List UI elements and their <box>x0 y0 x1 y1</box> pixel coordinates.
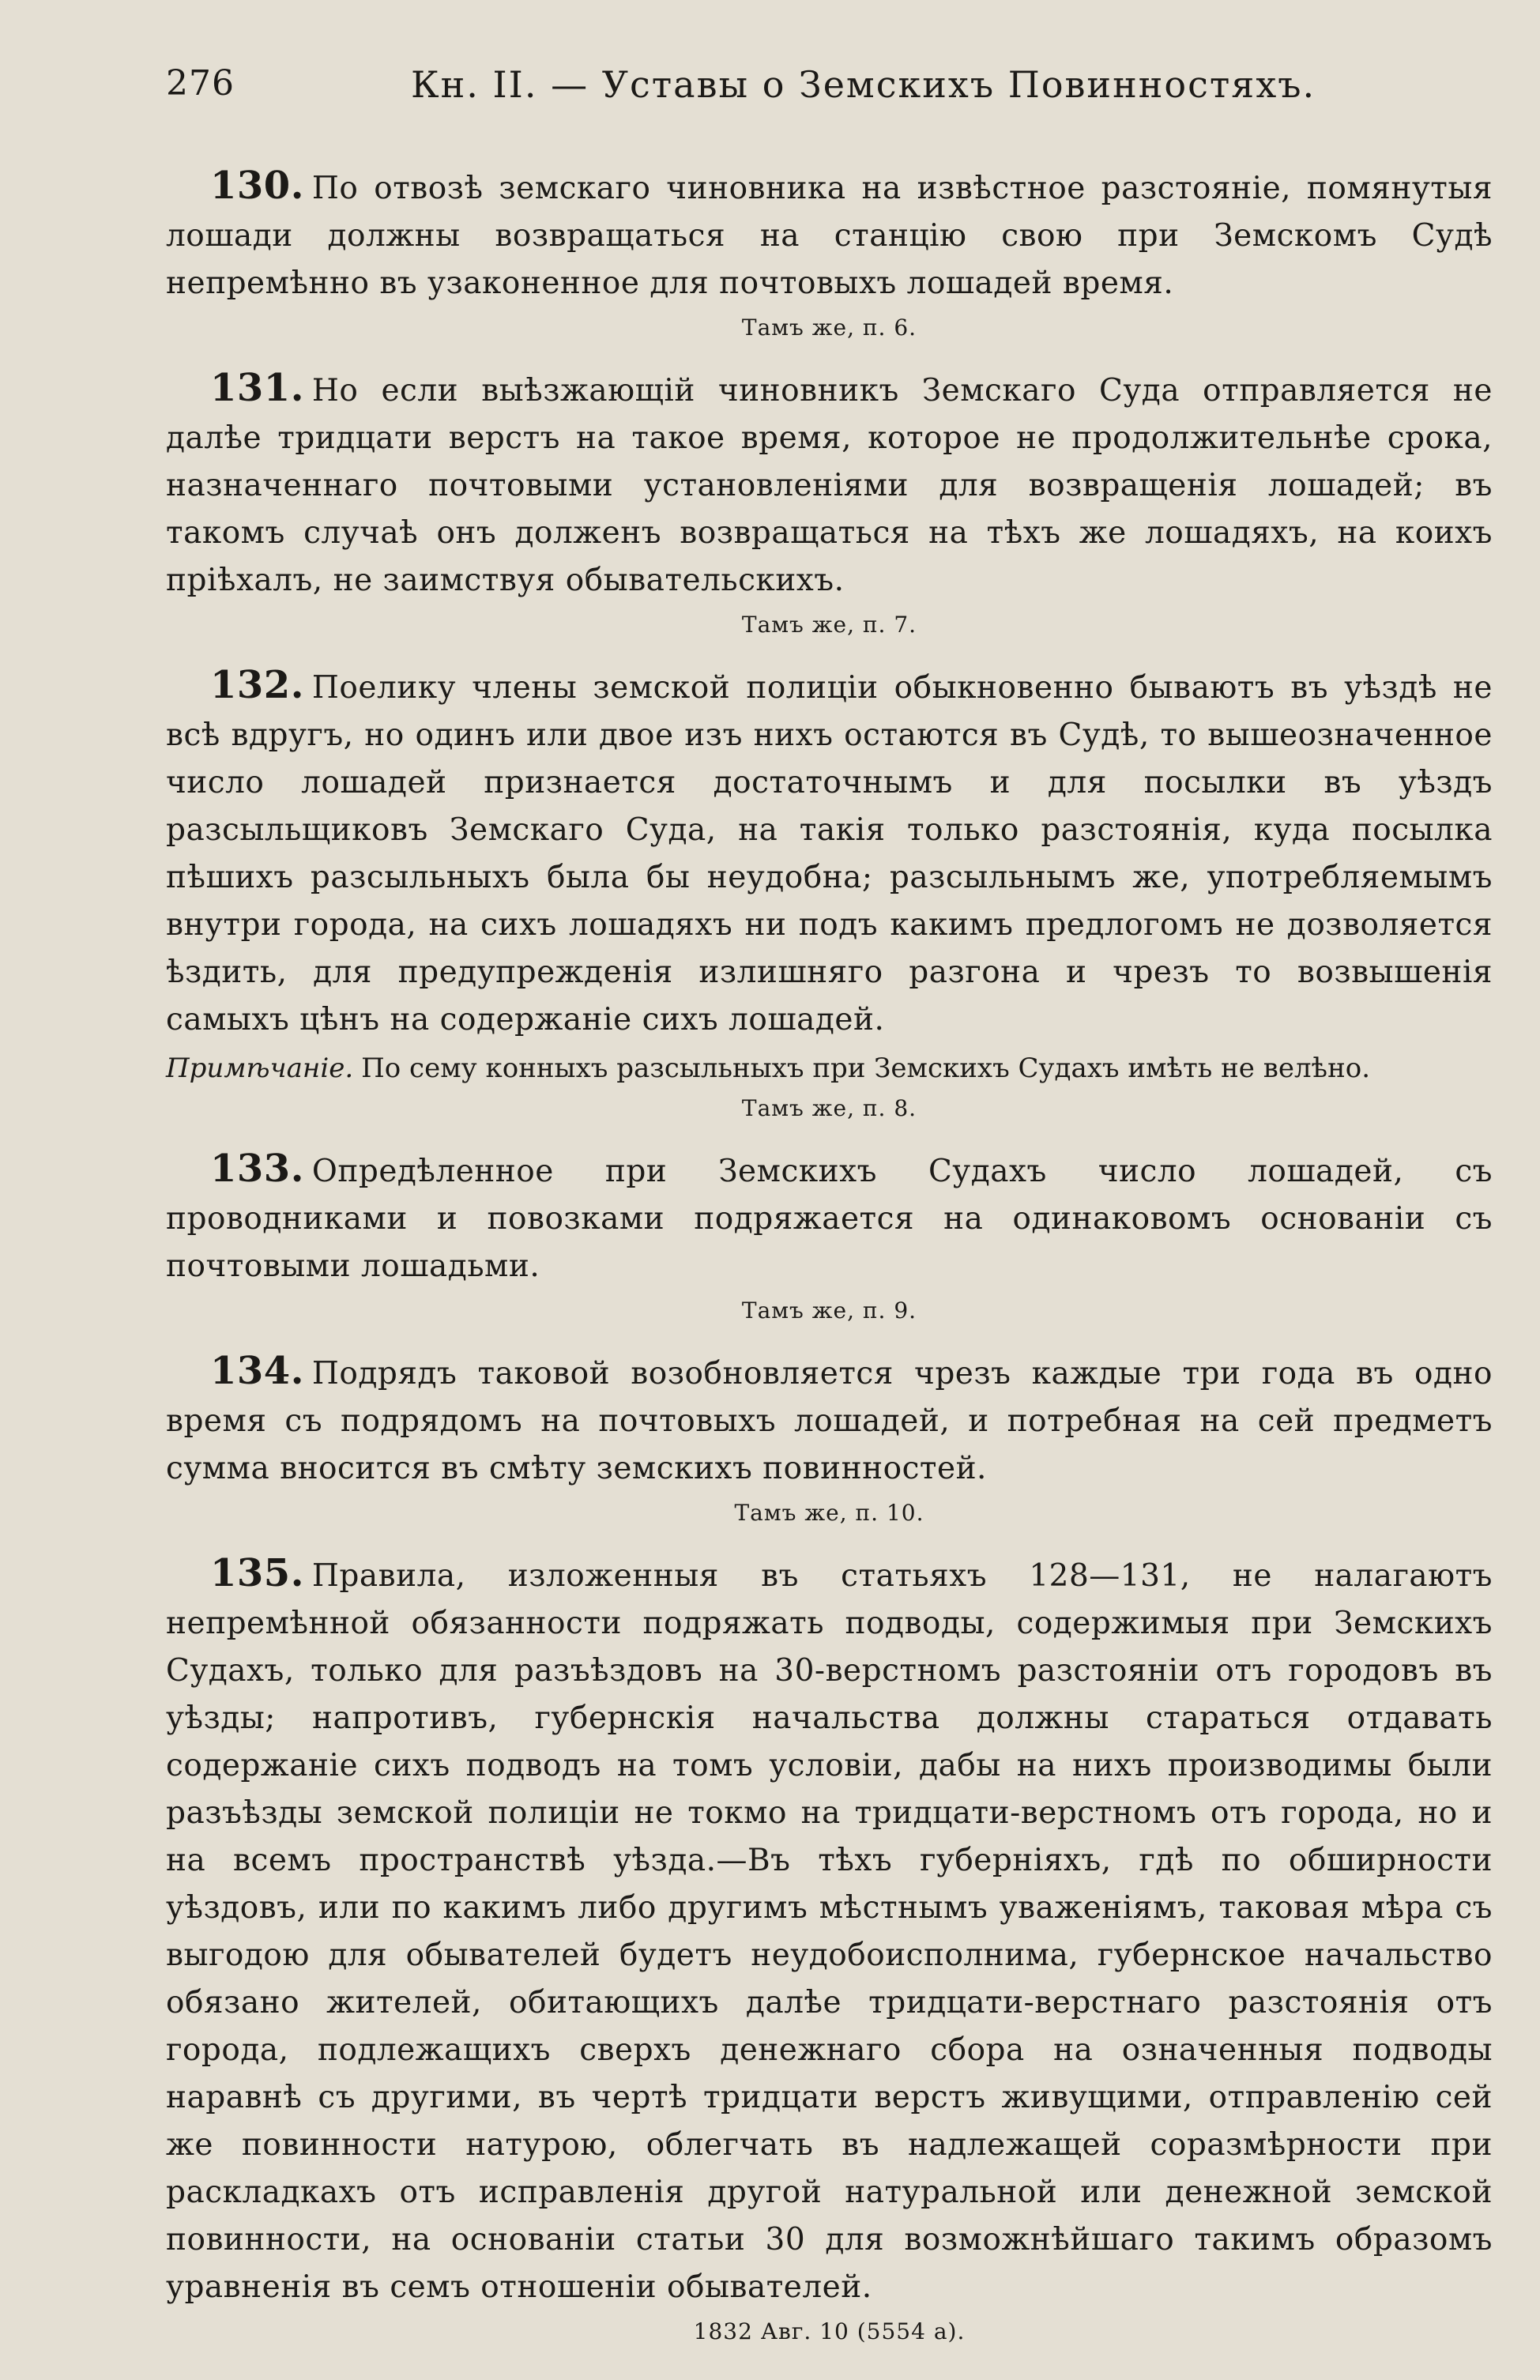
article-text: Подрядъ таковой возобновляется чрезъ каждые три года въ одно время съ подрядомъ на почтовыхъ лошадей, и потребная на сей предметъ сумма вносится въ смѣту земскихъ повинностей. <box>166 1356 1493 1486</box>
article-source: Тамъ же, п. 7. <box>741 612 917 638</box>
article-paragraph <box>166 1550 1493 2311</box>
article-text: Правила, изложенныя въ статьяхъ 128—131, не налагаютъ непремѣнной обязанности подряжать подводы, содержимыя при Земскихъ Судахъ, только для разъѣздовъ на 30-верстномъ разстояніи отъ городовъ въ уѣзды; напротивъ, губернскія начальства должны стараться отдавать содержаніе сихъ подводъ на томъ условіи, дабы на нихъ производимы были разъѣзды земской полиціи не токмо на тридцати-верстномъ отъ города, но и на всемъ пространствѣ уѣзда.—Въ тѣхъ губерніяхъ, гдѣ по обширности уѣздовъ, или по какимъ либо другимъ мѣстнымъ уваженіямъ, таковая мѣра съ выгодою для обывателей будетъ неудобоисполнима, губернское начальство обязано жителей, обитающихъ далѣе тридцати-верстнаго разстоянія отъ города, подлежащихъ сверхъ денежнаго сбора на означенныя подводы наравнѣ съ другими, въ чертѣ тридцати верстъ живущими, отправленію сей же повинности натурою, облегчать въ надлежащей соразмѣрности при раскладкахъ отъ исправленія другой натуральной или денежной земской повинности, на основаніи статьи 30 для возможнѣйшаго такимъ образомъ уравненія въ семъ отношеніи обывателей. <box>166 1558 1493 2305</box>
article-number: 132. <box>210 663 304 707</box>
article-134 <box>166 1347 1493 1529</box>
article-131 <box>166 364 1493 641</box>
article-source: Тамъ же, п. 6. <box>741 314 917 341</box>
running-head: Кн. II. — Уставы о Земскихъ Повинностяхъ. <box>411 63 1316 106</box>
article-text: По отвозѣ земскаго чиновника на извѣстное разстояніе, помянутыя лошади должны возвращаться на станцію свою при Земскомъ Судѣ непремѣнно въ узаконенное для почтовыхъ лошадей время. <box>166 171 1493 301</box>
article-note <box>166 1049 1493 1088</box>
article-number: 131. <box>210 366 304 410</box>
note-text: По сему конныхъ разсыльныхъ при Земскихъ Судахъ имѣть не велѣно. <box>361 1053 1371 1084</box>
article-paragraph <box>166 1347 1493 1493</box>
article-135 <box>166 1550 1493 2348</box>
article-source: Тамъ же, п. 10. <box>734 1500 924 1526</box>
article-number: 133. <box>210 1147 304 1191</box>
article-130 <box>166 162 1493 344</box>
article-133 <box>166 1145 1493 1327</box>
page-header <box>166 55 1493 126</box>
article-132 <box>166 661 1493 1124</box>
article-source: 1832 Авг. 10 (5554 а). <box>693 2318 966 2344</box>
article-paragraph <box>166 364 1493 604</box>
article-source: Тамъ же, п. 8. <box>741 1095 917 1121</box>
article-paragraph <box>166 1145 1493 1290</box>
note-label: Примѣчаніе. <box>166 1053 354 1084</box>
article-text: Поелику члены земской полиціи обыкновенно бываютъ въ уѣздѣ не всѣ вдругъ, но одинъ или двое изъ нихъ остаются въ Судѣ, то вышеозначенное число лошадей признается достаточнымъ и для посылки въ уѣздъ разсыльщиковъ Земскаго Суда, на такія только разстоянія, куда посылка пѣшихъ разсыльныхъ была бы неудобна; разсыльнымъ же, употребляемымъ внутри города, на сихъ лошадяхъ ни подъ какимъ предлогомъ не дозволяется ѣздить, для предупрежденія излишняго разгона и чрезъ то возвышенія самыхъ цѣнъ на содержаніе сихъ лошадей. <box>166 670 1493 1037</box>
article-paragraph <box>166 661 1493 1044</box>
article-number: 130. <box>210 164 304 208</box>
article-source: Тамъ же, п. 9. <box>741 1297 917 1324</box>
article-paragraph <box>166 162 1493 307</box>
article-text: Но если выѣзжающій чиновникъ Земскаго Суда отправляется не далѣе тридцати верстъ на такое время, которое не продолжительнѣе срока, назначеннаго почтовыми установленіями для возвращенія лошадей; въ такомъ случаѣ онъ долженъ возвращаться на тѣхъ же лошадяхъ, на коихъ пріѣхалъ, не заимствуя обывательскихъ. <box>166 373 1493 598</box>
article-text: Опредѣленное при Земскихъ Судахъ число лошадей, съ проводниками и повозками подряжается на одинаковомъ основаніи съ почтовыми лошадьми. <box>166 1154 1493 1284</box>
article-number: 134. <box>210 1349 304 1393</box>
page-number: 276 <box>166 63 235 104</box>
article-number: 135. <box>210 1551 304 1595</box>
